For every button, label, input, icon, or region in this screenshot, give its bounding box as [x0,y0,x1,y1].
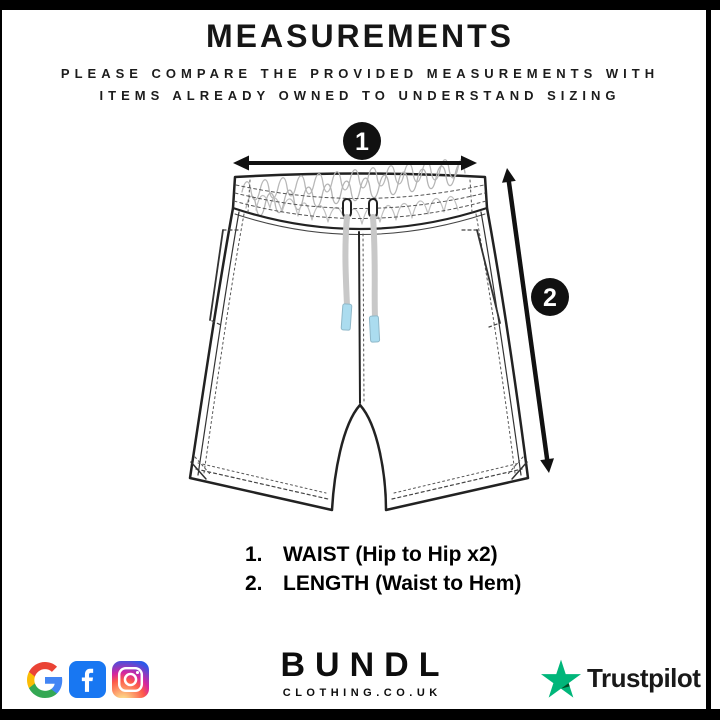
brand-domain: CLOTHING.CO.UK [282,687,442,699]
legend-item-waist [245,540,521,569]
header [0,18,720,107]
trustpilot-star-icon [541,659,581,698]
trustpilot-label: Trustpilot [587,663,701,693]
page-subtitle [0,63,720,107]
subtitle-line-2: ITEMS ALREADY OWNED TO UNDERSTAND SIZING [99,88,621,103]
aglet-left [341,304,352,331]
legend-number: 2. [245,572,263,595]
shorts-drawing [190,158,528,510]
legend-label: LENGTH (Waist to Hem) [283,572,522,595]
brand-name: BUNDL [280,646,450,684]
shorts-measurement-diagram [160,120,580,520]
frame-border-bottom [0,709,720,720]
frame-border-right [706,0,711,720]
aglet-right [369,316,379,342]
marker-1 [343,122,381,160]
marker-2 [531,278,569,316]
trustpilot-logo [541,659,700,698]
legend-number: 1. [245,543,263,566]
marker-2-number: 2 [543,284,557,312]
frame-border-left [0,0,2,720]
measurement-legend [245,540,521,598]
legend-item-length [245,569,521,598]
subtitle-line-1: PLEASE COMPARE THE PROVIDED MEASUREMENTS WITH [60,66,660,81]
frame-border-top [0,0,720,10]
page-title: MEASUREMENTS [205,18,514,54]
marker-1-number: 1 [355,128,369,156]
legend-label: WAIST (Hip to Hip x2) [283,543,498,566]
